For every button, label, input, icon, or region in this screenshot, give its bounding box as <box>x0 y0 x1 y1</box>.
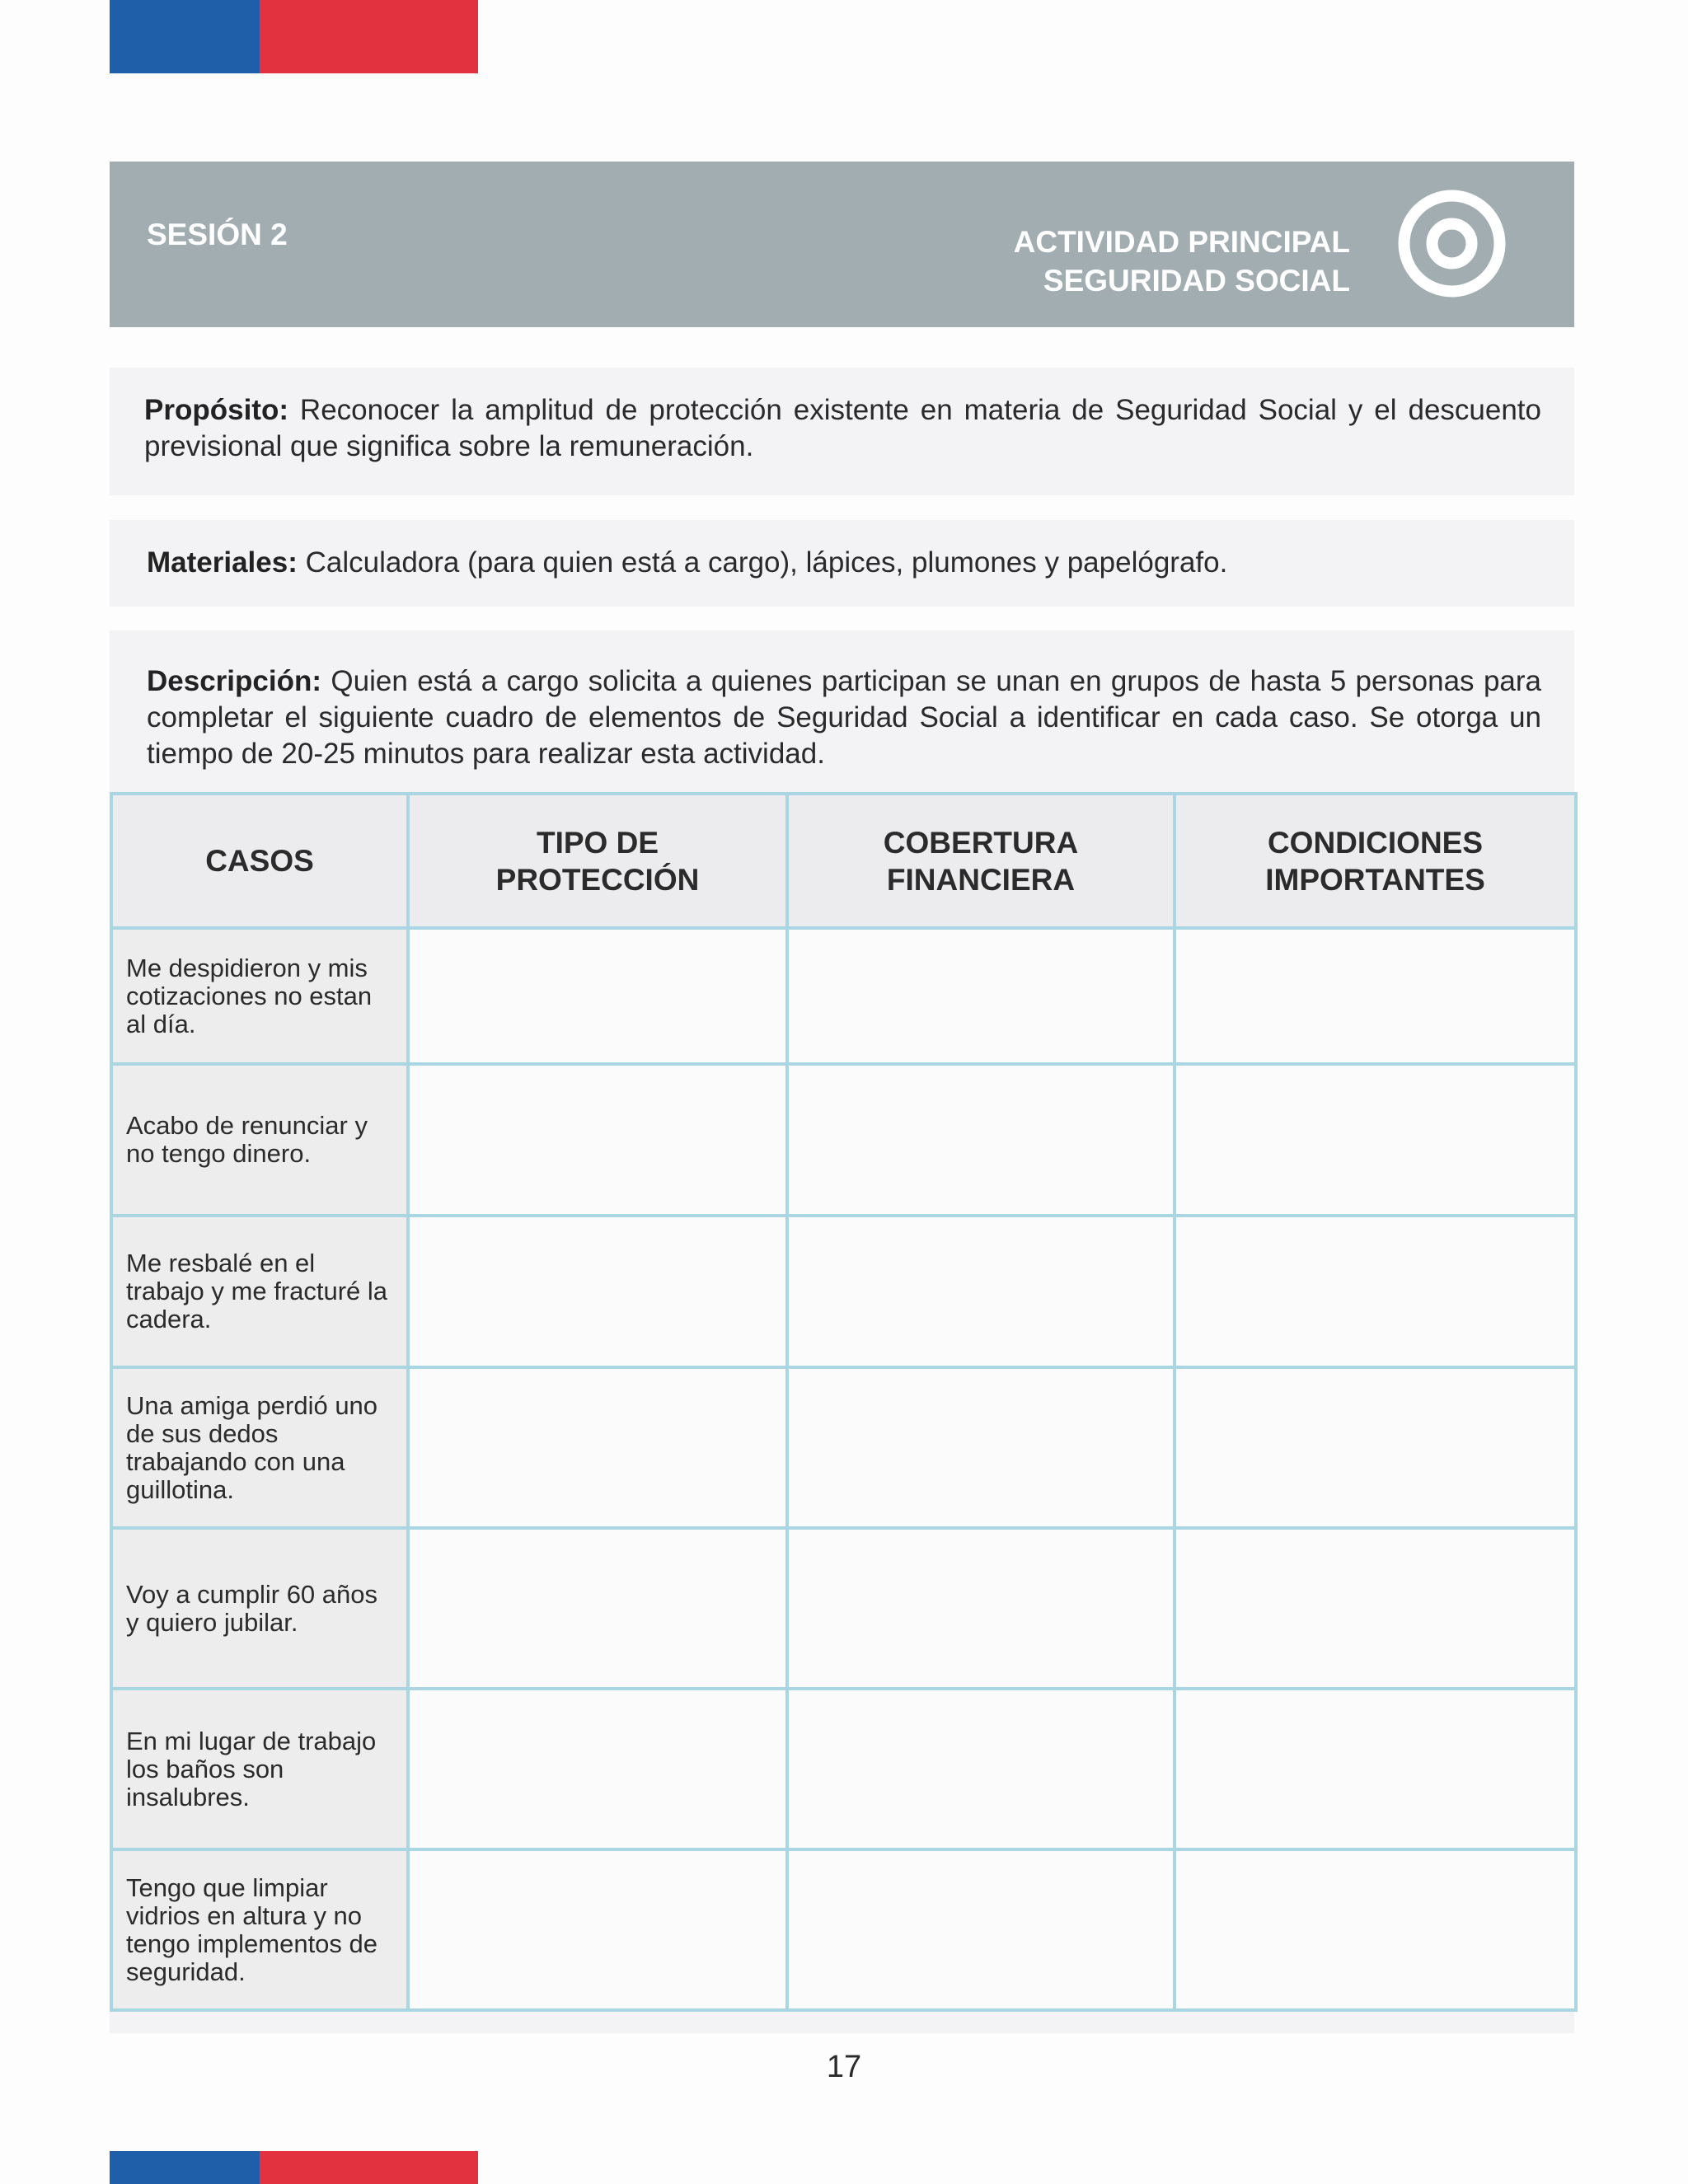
tipo-de-proteccion-cell[interactable] <box>408 1528 787 1689</box>
case-cell: Tengo que limpiar vidrios en altura y no tengo implementos de seguridad. <box>111 1849 408 2010</box>
cobertura-financiera-cell[interactable] <box>787 1689 1175 1849</box>
materials-label: Materiales: <box>147 546 298 579</box>
activity-title <box>1014 223 1350 300</box>
condiciones-importantes-cell[interactable] <box>1175 928 1576 1064</box>
tipo-de-proteccion-cell[interactable] <box>408 1689 787 1849</box>
description-text: Quien está a cargo solicita a quienes participan se unan en grupos de hasta 5 personas para completar el siguiente cuadro de elementos de Seguridad Social a identificar en cada caso. Se otorga un tiempo de 20-25 minutos para realizar esta actividad. <box>147 665 1541 770</box>
table-row <box>111 1216 1576 1367</box>
target-icon <box>1397 189 1507 298</box>
cobertura-financiera-cell[interactable] <box>787 1528 1175 1689</box>
purpose-box <box>110 368 1574 495</box>
materials-text: Calculadora (para quien está a cargo), lápices, plumones y papelógrafo. <box>297 546 1228 579</box>
tipo-de-proteccion-cell[interactable] <box>408 1849 787 2010</box>
activity-title-line1: ACTIVIDAD PRINCIPAL <box>1013 225 1350 259</box>
session-header <box>110 162 1574 327</box>
flag-stripe-top <box>110 0 478 73</box>
cobertura-financiera-cell[interactable] <box>787 1367 1175 1528</box>
table-row <box>111 928 1576 1064</box>
tipo-de-proteccion-cell[interactable] <box>408 1064 787 1216</box>
case-cell: Voy a cumplir 60 años y quiero jubilar. <box>111 1528 408 1689</box>
purpose-text: Reconocer la amplitud de protección existente en materia de Seguridad Social y el descuento previsional que significa sobre la remuneración. <box>144 394 1541 462</box>
table-row <box>111 1849 1576 2010</box>
flag-blue-block <box>110 0 260 73</box>
cases-table <box>110 792 1578 2012</box>
table-row <box>111 1367 1576 1528</box>
materials-box <box>110 520 1574 607</box>
flag-blue-block <box>110 2151 260 2184</box>
table-row <box>111 1689 1576 1849</box>
description-label: Descripción: <box>147 665 321 697</box>
case-cell: Me despidieron y mis cotizaciones no estan al día. <box>111 928 408 1064</box>
table-row <box>111 1064 1576 1216</box>
condiciones-importantes-cell[interactable] <box>1175 1689 1576 1849</box>
tipo-de-proteccion-cell[interactable] <box>408 928 787 1064</box>
flag-red-block <box>260 0 478 73</box>
case-cell: Me resbalé en el trabajo y me fracturé la cadera. <box>111 1216 408 1367</box>
case-cell: Acabo de renunciar y no tengo dinero. <box>111 1064 408 1216</box>
activity-title-line2: SEGURIDAD SOCIAL <box>1043 264 1350 298</box>
cobertura-financiera-cell[interactable] <box>787 928 1175 1064</box>
cobertura-financiera-cell[interactable] <box>787 1849 1175 2010</box>
header-tipo-de-proteccion: TIPO DE PROTECCIÓN <box>408 794 787 928</box>
tipo-de-proteccion-cell[interactable] <box>408 1367 787 1528</box>
cobertura-financiera-cell[interactable] <box>787 1216 1175 1367</box>
flag-stripe-bottom <box>110 2151 478 2184</box>
header-condiciones-importantes: CONDICIONES IMPORTANTES <box>1175 794 1576 928</box>
session-title: SESIÓN 2 <box>147 218 288 251</box>
purpose-label: Propósito: <box>144 394 288 426</box>
case-cell: Una amiga perdió uno de sus dedos trabajando con una guillotina. <box>111 1367 408 1528</box>
case-cell: En mi lugar de trabajo los baños son insalubres. <box>111 1689 408 1849</box>
condiciones-importantes-cell[interactable] <box>1175 1064 1576 1216</box>
table-row <box>111 1528 1576 1689</box>
header-cobertura-financiera: COBERTURA FINANCIERA <box>787 794 1175 928</box>
page-number: 17 <box>826 2050 862 2084</box>
table-header-row <box>111 794 1576 928</box>
cobertura-financiera-cell[interactable] <box>787 1064 1175 1216</box>
condiciones-importantes-cell[interactable] <box>1175 1528 1576 1689</box>
header-casos: CASOS <box>111 794 408 928</box>
condiciones-importantes-cell[interactable] <box>1175 1367 1576 1528</box>
flag-red-block <box>260 2151 478 2184</box>
condiciones-importantes-cell[interactable] <box>1175 1216 1576 1367</box>
condiciones-importantes-cell[interactable] <box>1175 1849 1576 2010</box>
tipo-de-proteccion-cell[interactable] <box>408 1216 787 1367</box>
